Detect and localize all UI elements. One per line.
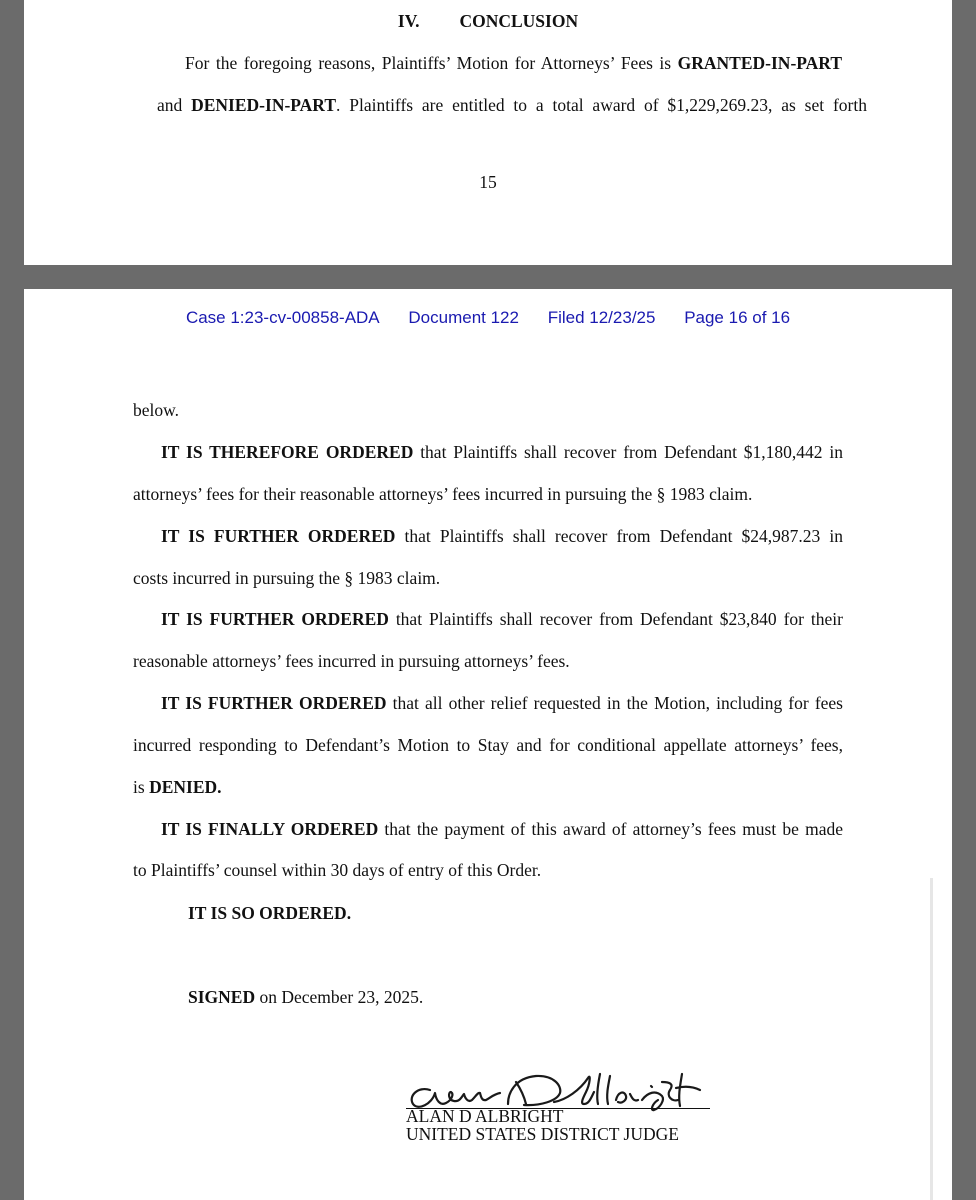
filed-date: Filed 12/23/25 (547, 308, 656, 327)
document-number: Document 122 (408, 308, 519, 327)
denied-in-part-text: DENIED-IN-PART (191, 95, 337, 115)
judge-name: ALAN D ALBRIGHT (406, 1106, 564, 1126)
order-4-line-2: incurred responding to Defendant’s Motion to Stay and for conditional appellate attorneys’ fees, (133, 735, 843, 755)
order-lead: IT IS FURTHER ORDERED (161, 526, 396, 546)
judge-title: UNITED STATES DISTRICT JUDGE (406, 1124, 679, 1144)
order-5-line-2: to Plaintiffs’ counsel within 30 days of entry of this Order. (133, 860, 542, 880)
page-number: 15 (479, 172, 497, 192)
order-3-line-2: reasonable attorneys’ fees incurred in pursuing attorneys’ fees. (133, 651, 570, 671)
section-number: IV. (397, 11, 420, 31)
order-text: that Plaintiffs shall recover from Defendant $23,840 for their (388, 609, 843, 629)
conclusion-line-1 (157, 53, 842, 73)
continued-text: below. (133, 400, 180, 420)
conclusion-line-2 (157, 95, 867, 115)
order-5-line-1 (161, 819, 843, 839)
scan-edge-shadow (930, 878, 933, 1200)
order-1-line-2: attorneys’ fees for their reasonable attorneys’ fees incurred in pursuing the § 1983 claim. (133, 484, 753, 504)
order-text: that Plaintiffs shall recover from Defendant $24,987.23 in (395, 526, 843, 546)
order-lead: IT IS FURTHER ORDERED (161, 609, 389, 629)
page-15 (24, 0, 952, 265)
granted-in-part-text: GRANTED-IN-PART (677, 53, 842, 73)
conclusion-text: For the foregoing reasons, Plaintiffs’ Motion for Attorneys’ Fees is (185, 53, 678, 73)
order-lead: IT IS FURTHER ORDERED (161, 693, 387, 713)
order-lead: IT IS FINALLY ORDERED (161, 819, 379, 839)
so-ordered: IT IS SO ORDERED. (188, 903, 352, 923)
page-count: Page 16 of 16 (684, 308, 791, 327)
order-2-line-2: costs incurred in pursuing the § 1983 claim. (133, 568, 441, 588)
page-16 (24, 289, 952, 1200)
order-text: that the payment of this award of attorney’s fees must be made (378, 819, 843, 839)
order-4-line-1 (161, 693, 843, 713)
denied-text: DENIED. (149, 777, 222, 797)
order-2-line-1 (161, 526, 843, 546)
ecf-header (24, 308, 952, 328)
section-title: CONCLUSION (459, 11, 579, 31)
signed-date: on December 23, 2025. (255, 987, 424, 1007)
order-text: that Plaintiffs shall recover from Defendant $1,180,442 in (413, 442, 844, 462)
order-lead: IT IS THEREFORE ORDERED (161, 442, 414, 462)
signed-lead: SIGNED (188, 987, 256, 1007)
order-3-line-1 (161, 609, 843, 629)
section-heading (24, 11, 952, 32)
signed-line (188, 987, 423, 1007)
order-text: that all other relief requested in the Motion, including for fees (386, 693, 843, 713)
conclusion-text: and (157, 95, 192, 115)
case-number: Case 1:23-cv-00858-ADA (185, 308, 380, 327)
total-award-text: . Plaintiffs are entitled to a total award of $1,229,269.23, as set forth (336, 95, 867, 115)
order-text: is (133, 777, 150, 797)
order-1-line-1 (161, 442, 843, 462)
order-4-line-3 (133, 777, 222, 797)
